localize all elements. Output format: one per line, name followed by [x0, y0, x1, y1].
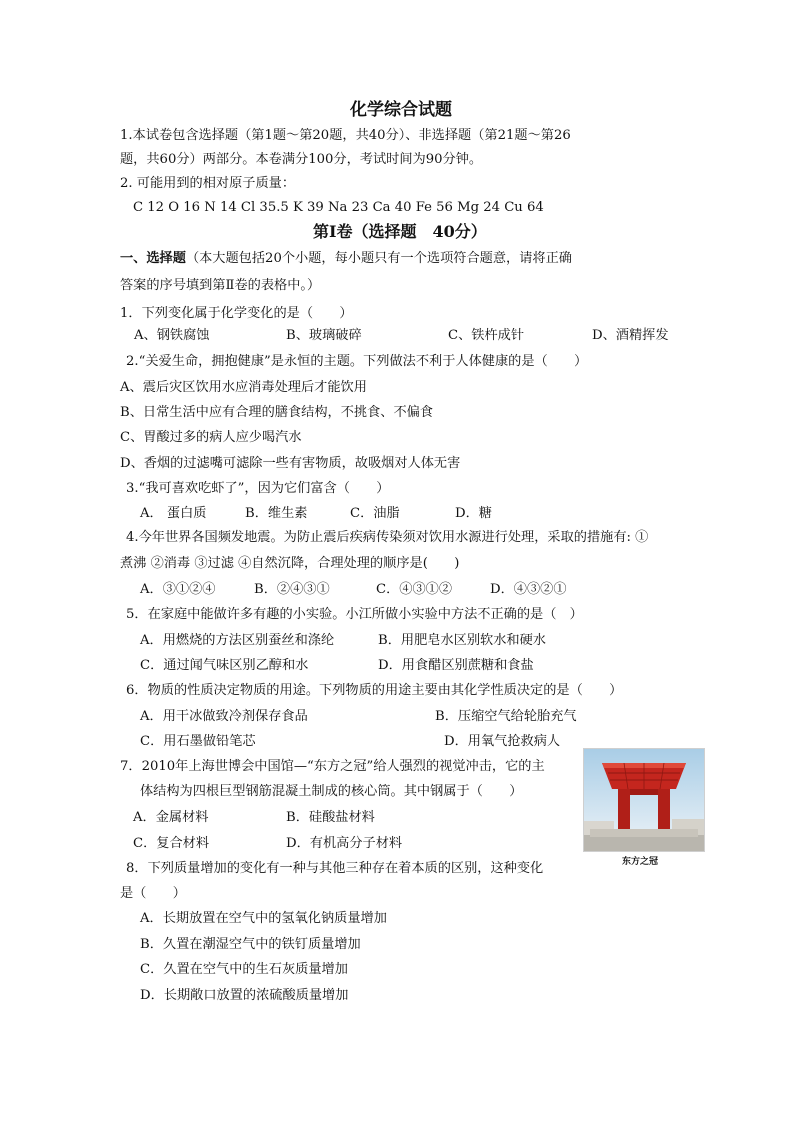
- q7-option-a: A．金属材料: [133, 810, 209, 825]
- q6-option-a: A．用干冰做致冷剂保存食品: [140, 709, 308, 724]
- q5-option-a: A．用燃烧的方法区别蚕丝和涤纶: [140, 633, 335, 648]
- q5-option-d: D．用食醋区别蔗糖和食盐: [378, 658, 534, 673]
- q2-option-c: C、胃酸过多的病人应少喝汽水: [120, 430, 302, 445]
- q8-option-d: D．长期敞口放置的浓硫酸质量增加: [140, 988, 349, 1003]
- q4-option-d: D．④③②①: [490, 582, 567, 597]
- q2-option-a: A、震后灾区饮用水应消毒处理后才能饮用: [120, 380, 367, 395]
- q5-option-c: C．通过闻气味区别乙醇和水: [140, 658, 309, 673]
- question-7-stem-cont: 体结构为四根巨型钢筋混凝土制成的核心筒。其中钢属于（ ）: [140, 784, 523, 799]
- q1-option-c: C、铁杵成针: [448, 328, 525, 343]
- q8-option-a: A．长期放置在空气中的氢氧化钠质量增加: [140, 911, 387, 926]
- q4-option-a: A．③①②④: [140, 582, 216, 597]
- question-8-stem: 8．下列质量增加的变化有一种与其他三种存在着本质的区别，这种变化: [126, 861, 544, 876]
- q8-option-c: C．久置在空气中的生石灰质量增加: [140, 962, 348, 977]
- china-pavilion-photo: [583, 748, 705, 852]
- china-pavilion-illustration: [584, 749, 704, 851]
- instruction-line: 2. 可能用到的相对原子质量：: [120, 176, 296, 191]
- q6-option-c: C．用石墨做铅笔芯: [140, 734, 256, 749]
- part-description-line: 答案的序号填到第Ⅱ卷的表格中。）: [120, 278, 321, 293]
- page-title: 化学综合试题: [350, 100, 452, 120]
- part-heading-line: [120, 251, 572, 267]
- section-title: 第Ⅰ卷（选择题 40分）: [313, 222, 487, 241]
- question-8-stem-cont: 是（ ）: [120, 886, 186, 901]
- q4-option-c: C．④③①②: [376, 582, 453, 597]
- q5-option-b: B．用肥皂水区别软水和硬水: [378, 633, 546, 648]
- question-2-stem: 2.“关爱生命，拥抱健康”是永恒的主题。下列做法不利于人体健康的是（ ）: [126, 354, 588, 369]
- q7-option-d: D．有机高分子材料: [286, 836, 403, 851]
- q3-option-d: D．糖: [455, 506, 492, 521]
- question-4-stem: 4.今年世界各国频发地震。为防止震后疾病传染须对饮用水源进行处理，采取的措施有: ①: [126, 530, 649, 545]
- q1-option-a: A、钢铁腐蚀: [134, 328, 210, 343]
- q2-option-d: D、香烟的过滤嘴可滤除一些有害物质，故吸烟对人体无害: [120, 456, 461, 471]
- q4-option-b: B．②④③①: [254, 582, 330, 597]
- q6-option-d: D．用氧气抢救病人: [444, 734, 561, 749]
- q1-option-d: D、酒精挥发: [592, 328, 669, 343]
- question-7-stem: 7．2010年上海世博会中国馆—“东方之冠”给人强烈的视觉冲击，它的主: [120, 759, 545, 774]
- question-3-stem: 3.“我可喜欢吃虾了”，因为它们富含（ ）: [126, 481, 390, 496]
- q7-option-c: C．复合材料: [133, 836, 210, 851]
- question-4-stem-cont: 煮沸 ②消毒 ③过滤 ④自然沉降，合理处理的顺序是( ): [120, 556, 460, 571]
- q3-option-c: C．油脂: [350, 506, 400, 521]
- q3-option-a: A． 蛋白质: [140, 506, 207, 521]
- q6-option-b: B．压缩空气给轮胎充气: [435, 709, 577, 724]
- part-description: （本大题包括20个小题，每小题只有一个选项符合题意，请将正确: [185, 251, 572, 266]
- q1-option-b: B、玻璃破碎: [286, 328, 362, 343]
- instruction-line: 1.本试卷包含选择题（第1题～第20题，共40分）、非选择题（第21题～第26: [120, 128, 571, 143]
- q2-option-b: B、日常生活中应有合理的膳食结构，不挑食、不偏食: [120, 405, 434, 420]
- question-5-stem: 5．在家庭中能做许多有趣的小实验。小江所做小实验中方法不正确的是（ ）: [126, 607, 583, 622]
- photo-caption: 东方之冠: [622, 857, 659, 867]
- question-1-stem: 1．下列变化属于化学变化的是（ ）: [120, 306, 353, 321]
- atomic-mass-line: C 12 O 16 N 14 Cl 35.5 K 39 Na 23 Ca 40 Fe 56 Mg 24 Cu 64: [133, 200, 544, 215]
- question-6-stem: 6．物质的性质决定物质的用途。下列物质的用途主要由其化学性质决定的是（ ）: [126, 683, 623, 698]
- q3-option-b: B．维生素: [245, 506, 308, 521]
- instruction-line: 题，共60分）两部分。本卷满分100分，考试时间为90分钟。: [120, 152, 483, 167]
- part-heading: 一、选择题: [120, 251, 186, 266]
- q7-option-b: B．硅酸盐材料: [286, 810, 375, 825]
- q8-option-b: B．久置在潮湿空气中的铁钉质量增加: [140, 937, 361, 952]
